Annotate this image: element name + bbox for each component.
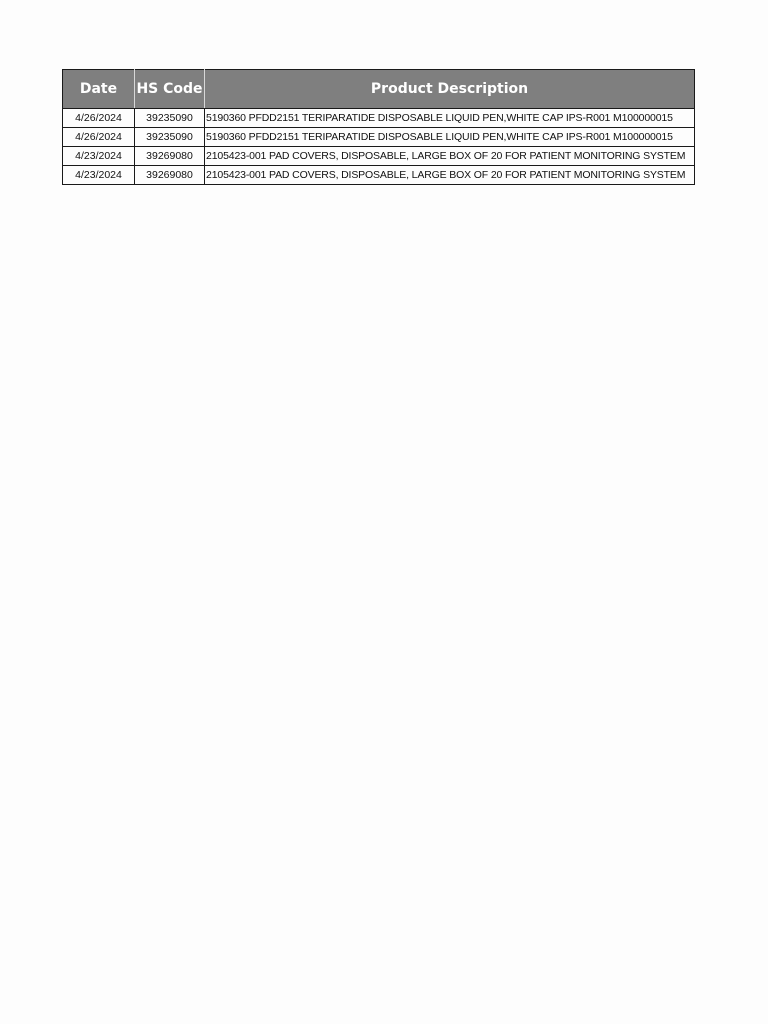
product-description-cell: 5190360 PFDD2151 TERIPARATIDE DISPOSABLE LIQUID PEN,WHITE CAP IPS-R001 M100000015	[205, 109, 695, 128]
product-description-column-header: Product Description	[205, 70, 695, 109]
date-column-header: Date	[63, 70, 135, 109]
date-cell: 4/26/2024	[63, 128, 135, 147]
product-table	[62, 69, 695, 185]
table-row	[63, 147, 695, 166]
hs-code-cell: 39269080	[135, 166, 205, 185]
product-description-cell: 2105423-001 PAD COVERS, DISPOSABLE, LARGE BOX OF 20 FOR PATIENT MONITORING SYSTEM	[205, 166, 695, 185]
hs-code-cell: 39269080	[135, 147, 205, 166]
table-row	[63, 166, 695, 185]
hs-code-column-header: HS Code	[135, 70, 205, 109]
hs-code-cell: 39235090	[135, 128, 205, 147]
date-cell: 4/26/2024	[63, 109, 135, 128]
date-cell: 4/23/2024	[63, 166, 135, 185]
date-cell: 4/23/2024	[63, 147, 135, 166]
spreadsheet-area	[62, 69, 694, 185]
table-row	[63, 128, 695, 147]
table-header-row	[63, 70, 695, 109]
product-description-cell: 2105423-001 PAD COVERS, DISPOSABLE, LARGE BOX OF 20 FOR PATIENT MONITORING SYSTEM	[205, 147, 695, 166]
table-row	[63, 109, 695, 128]
product-description-cell: 5190360 PFDD2151 TERIPARATIDE DISPOSABLE LIQUID PEN,WHITE CAP IPS-R001 M100000015	[205, 128, 695, 147]
hs-code-cell: 39235090	[135, 109, 205, 128]
